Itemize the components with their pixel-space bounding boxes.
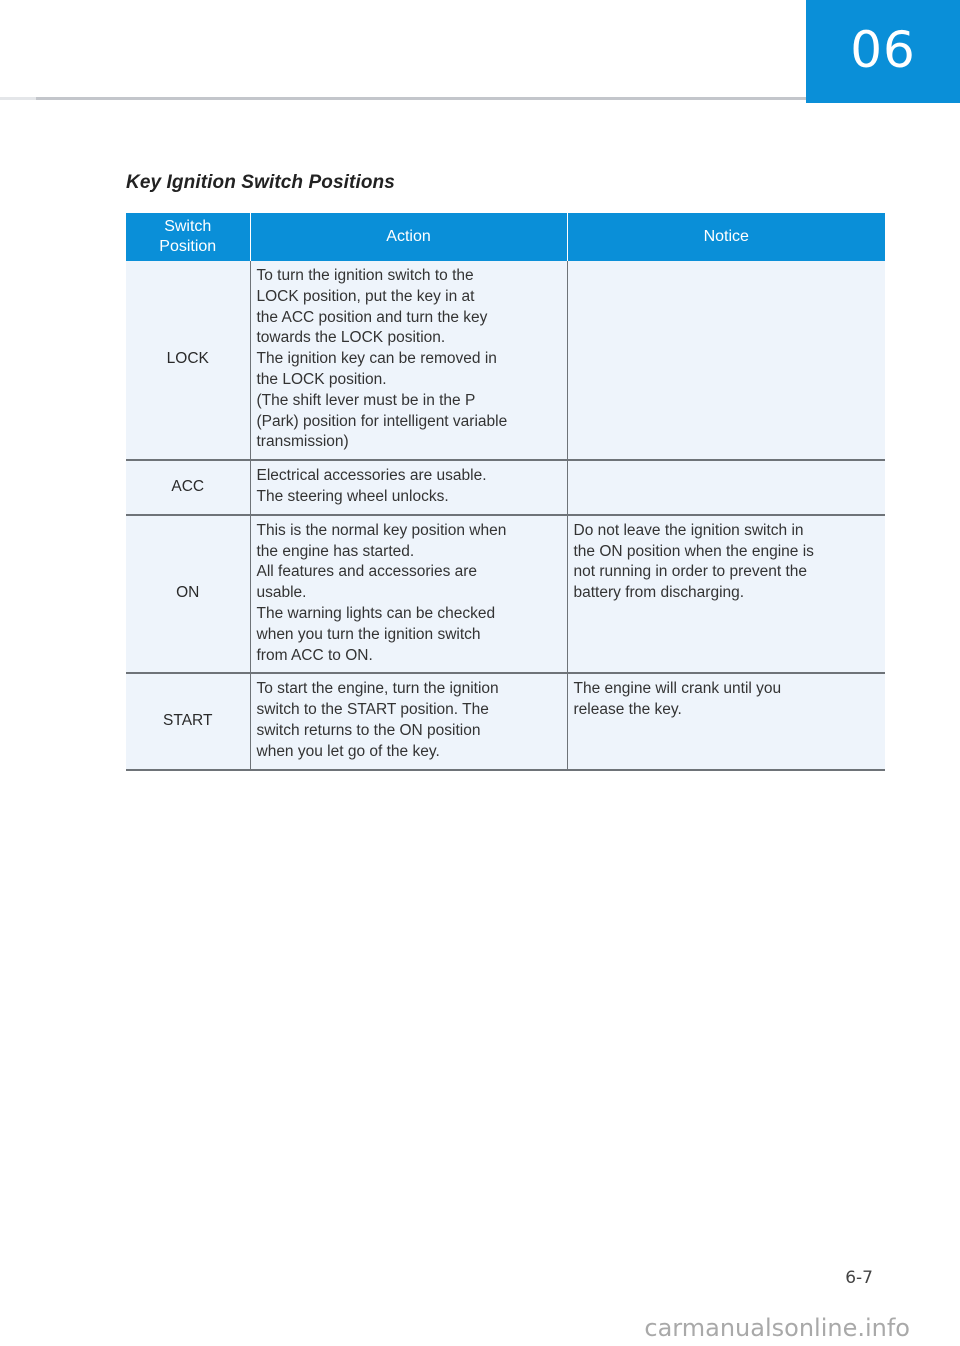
chapter-number: 06 <box>850 20 916 79</box>
action-cell: To turn the ignition switch to the LOCK position, put the key in at the ACC position and turn the key towards the LOCK position. The ignition key can be removed in the LOCK position. (The shift lever must be in the P (Park) position for intelligent variable transmission) <box>250 261 567 460</box>
watermark: carmanualsonline.info <box>644 1314 910 1342</box>
notice-cell <box>567 261 885 460</box>
position-cell: START <box>126 673 250 769</box>
table-header-row <box>126 213 885 261</box>
column-header-action: Action <box>250 213 567 261</box>
ignition-positions-table <box>126 213 885 771</box>
position-cell: ON <box>126 515 250 674</box>
section-title: Key Ignition Switch Positions <box>126 172 395 193</box>
page-number: 6-7 <box>845 1268 873 1288</box>
chapter-tab <box>806 0 960 103</box>
position-cell: ACC <box>126 460 250 515</box>
table-row-lock <box>126 261 885 460</box>
table-row-on <box>126 515 885 674</box>
table-row-start <box>126 673 885 769</box>
table-row-acc <box>126 460 885 515</box>
header-rule <box>0 97 806 100</box>
notice-cell <box>567 460 885 515</box>
position-cell: LOCK <box>126 261 250 460</box>
column-header-notice: Notice <box>567 213 885 261</box>
column-header-switch-position: Switch Position <box>126 213 250 261</box>
action-cell: This is the normal key position when the engine has started. All features and accessories are usable. The warning lights can be checked when you turn the ignition switch from ACC to ON. <box>250 515 567 674</box>
notice-cell: The engine will crank until you release the key. <box>567 673 885 769</box>
notice-cell: Do not leave the ignition switch in the ON position when the engine is not running in order to prevent the battery from discharging. <box>567 515 885 674</box>
action-cell: To start the engine, turn the ignition switch to the START position. The switch returns to the ON position when you let go of the key. <box>250 673 567 769</box>
action-cell: Electrical accessories are usable. The steering wheel unlocks. <box>250 460 567 515</box>
